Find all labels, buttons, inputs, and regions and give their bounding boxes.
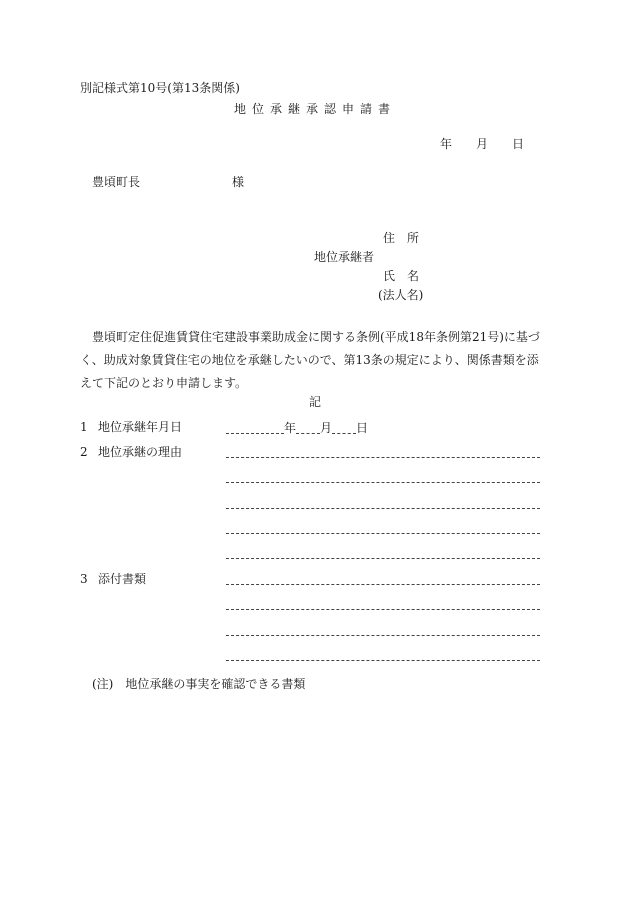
item-3-number: 3	[80, 572, 88, 586]
succession-month-label: 月	[320, 421, 333, 435]
item-3-label: 添付書類	[98, 572, 147, 586]
succession-day-blank[interactable]	[332, 421, 356, 434]
reason-line-4[interactable]	[226, 533, 540, 534]
succession-date-field[interactable]	[226, 421, 368, 434]
attachments-line-3[interactable]	[226, 635, 540, 636]
item-2-number: 2	[80, 445, 88, 459]
item-2-label: 地位承継の理由	[98, 445, 183, 459]
attachments-line-2[interactable]	[226, 609, 540, 610]
succession-month-blank[interactable]	[296, 421, 320, 434]
ki-heading: 記	[308, 395, 321, 409]
date-day-label: 日	[512, 137, 525, 151]
item-1-label: 地位承継年月日	[98, 420, 183, 434]
form-number-label: 別記様式第10号(第13条関係)	[80, 81, 240, 95]
date-year-label: 年	[440, 137, 453, 151]
attachments-line-4[interactable]	[226, 660, 540, 661]
applicant-corp-label: (法人名)	[378, 288, 424, 302]
footnote: (注) 地位承継の事実を確認できる書類	[92, 677, 306, 691]
reason-line-1[interactable]	[226, 457, 540, 458]
document-title: 地位承継承認申請書	[233, 102, 396, 116]
addressee-name: 豊頃町長	[92, 175, 141, 189]
succession-day-label: 日	[356, 421, 369, 435]
date-month-label: 月	[476, 137, 489, 151]
applicant-name-label: 氏 名	[383, 269, 420, 283]
attachments-line-1[interactable]	[226, 584, 540, 585]
application-body-text: 豊頃町定住促進賃貸住宅建設事業助成金に関する条例(平成18年条例第21号)に基づく、助成対象賃貸住宅の地位を承継したいので、第13条の規定により、関係書類を添えて下記のとおり申請します。	[80, 330, 540, 390]
reason-line-3[interactable]	[226, 508, 540, 509]
item-1-number: 1	[80, 420, 88, 434]
addressee-honorific: 様	[232, 175, 245, 189]
applicant-address-label: 住 所	[383, 231, 420, 245]
reason-line-5[interactable]	[226, 558, 540, 559]
applicant-role-label: 地位承継者	[314, 250, 375, 264]
reason-line-2[interactable]	[226, 482, 540, 483]
succession-year-blank[interactable]	[226, 421, 284, 434]
succession-year-label: 年	[284, 421, 297, 435]
